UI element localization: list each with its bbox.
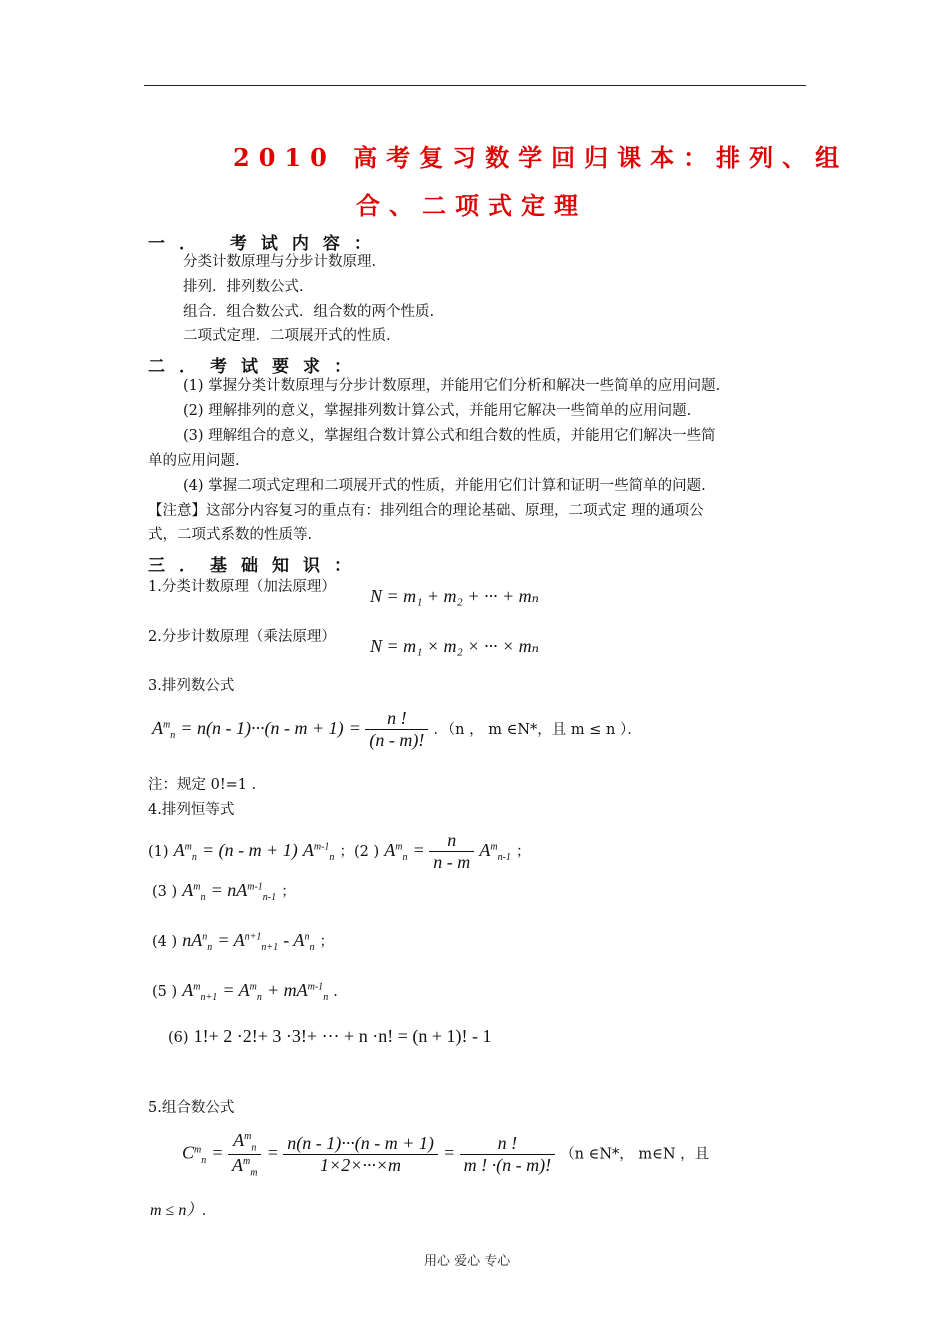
identity-2-fraction: $\frac{n}{n - m}$ xyxy=(429,830,474,873)
sec1-item-4: 二项式定理．二项展开式的性质. xyxy=(183,328,391,344)
section-1-heading: 一． 考试内容： xyxy=(148,234,385,254)
note-zero-factorial: 注：规定 0!=1 . xyxy=(148,777,257,793)
f3-fraction xyxy=(365,708,428,751)
section-3-heading: 三．基础知识： xyxy=(148,556,365,576)
f5-right-fraction: $\frac{n !}{m ! \cdot(n - m)!}$ xyxy=(460,1133,555,1176)
f5-mid-fraction: $\frac{n(n - 1)\cdot\cdot\cdot(n - m + 1)}{1\times 2\times\cdot\cdot\cdot\times m}$ xyxy=(283,1133,438,1176)
header-rule xyxy=(144,85,806,86)
sec1-item-2: 排列．排列数公式. xyxy=(183,279,304,295)
sec1-item-3: 组合．组合数公式．组合数的两个性质. xyxy=(183,304,435,320)
f5-condition-cont: m ≤ n）. xyxy=(150,1202,207,1219)
f3-condition: ．（n ， m ∈N*，且 m ≤ n ）． xyxy=(433,722,642,738)
f5-label: 5.组合数公式 xyxy=(148,1100,235,1116)
f3-denominator: (n - m)! xyxy=(369,730,425,750)
sec2-item-1: (1) 掌握分类计数原理与分步计数原理，并能用它们分析和解决一些简单的应用问题. xyxy=(183,378,721,394)
identity-6: (6) 1!+ 2 ·2!+ 3 ·3!+ ··· + n ·n! = (n + 1)! - 1 xyxy=(168,1026,492,1046)
sec2-item-4: (4) 掌握二项式定理和二项展开式的性质，并能用它们计算和证明一些简单的问题. xyxy=(183,478,706,494)
identity-1: (1) $A^m_n = (n - m + 1)$ $A^{m-1}_n$ ；(2 ) $A^m_n$ = $\frac{n}{n - m}$ $A^m_{n-1}$ ； xyxy=(148,830,531,872)
sec2-item-3-cont: 单的应用问题. xyxy=(148,453,240,469)
f3-formula: $A^m_n = n(n - 1)\cdot\cdot\cdot(n - m + 1)$ = $\frac{n !}{(n - m)!}$ ．（n ， m ∈N*，且 m ≤ n ）． xyxy=(152,708,642,750)
f3-lhs: n(n - 1)···(n - m + 1) xyxy=(196,718,344,738)
identity-3: (3 ) $A^m_n = nA^{m-1}_{n-1}$ ； xyxy=(152,880,296,904)
identity-4: (4 ) $nA^n_n = A^{n+1}_{n+1} - A^n_n$ ； xyxy=(152,930,335,954)
f3-label: 3.排列数公式 xyxy=(148,678,235,694)
page-title-line1: 2010 高考复习数学回归课本：排列、组 xyxy=(233,143,849,172)
sec1-item-1: 分类计数原理与分步计数原理. xyxy=(183,254,377,270)
f5-condition: （n ∈N*， m∈N ，且 xyxy=(560,1146,710,1163)
f1-formula: N = m₁ + m₂ + ··· + mₙ xyxy=(370,586,539,606)
f2-label: 2.分步计数原理（乘法原理） xyxy=(148,629,336,645)
sec2-item-3: (3) 理解组合的意义，掌握组合数计算公式和组合数的性质，并能用它们解决一些简 xyxy=(183,428,716,444)
page-title-line2: 合、二项式定理 xyxy=(356,191,587,220)
sec2-note-1: 【注意】这部分内容复习的重点有：排列组合的理论基础、原理，二项式定 理的通项公 xyxy=(148,503,704,519)
f1-label: 1.分类计数原理（加法原理） xyxy=(148,579,336,595)
sec2-note-2: 式，二项式系数的性质等. xyxy=(148,527,313,543)
f2-formula: N = m₁ × m₂ × ··· × mₙ xyxy=(370,636,539,656)
identity-5: (5 ) $A^m_{n+1} = A^m_n + mA^{m-1}_n$ . xyxy=(152,980,338,1004)
f4-label: 4.排列恒等式 xyxy=(148,802,235,818)
sec2-item-2: (2) 理解排列的意义，掌握排列数计算公式，并能用它解决一些简单的应用问题. xyxy=(183,403,692,419)
f5-formula: $C^m_n$ = $\frac{A^m_n}{A^m_m}$ = $\frac{n(n - 1)\cdot\cdot\cdot(n - m + 1)}{1\times 2\times\cdot\cdot\cdot\times m}$ = $\frac{n !}{m ! \cdot(n - m)!}$ （n ∈N*， m∈N ，且 xyxy=(182,1130,710,1179)
f3-numerator: n ! xyxy=(365,708,428,730)
page-footer: 用心 爱心 专心 xyxy=(424,1254,511,1269)
section-2-heading: 二．考试要求： xyxy=(148,357,365,377)
